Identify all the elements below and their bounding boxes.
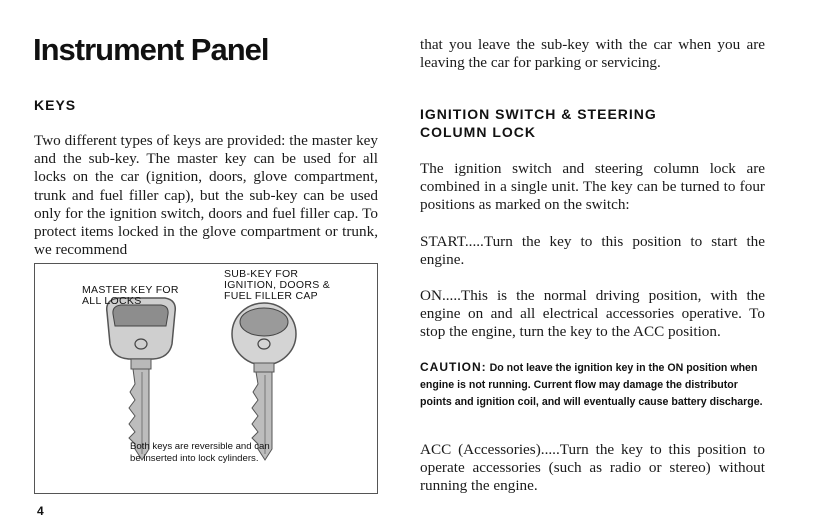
keys-figure [34, 263, 378, 494]
on-term: ON [420, 287, 442, 304]
keys-paragraph: Two different types of keys are provided: the master key and the sub-key. The master key can be used for all locks on the car (ignition, doors, glove compartment, trunk and fuel filler cap), but the sub-key can be used only for the ignition switch, doors and fuel filler cap. To protect items locked in the glove compartment or trunk, we recommend [34, 132, 378, 259]
page-title: Instrument Panel [33, 32, 269, 67]
start-description: .....Turn the key to this position to start the engine. [420, 233, 765, 269]
acc-description: .....Turn the key to this position to operate accessories (such as radio or stereo) without running the engine. [420, 441, 765, 495]
page-number: 4 [37, 504, 44, 518]
caution-lead: CAUTION: [420, 360, 487, 374]
sub-key-label: SUB-KEY FOR IGNITION, DOORS & FUEL FILLER CAP [224, 268, 331, 302]
ignition-heading: IGNITION SWITCH & STEERING COLUMN LOCK [420, 106, 657, 140]
sub-key-icon [232, 303, 296, 460]
acc-position [420, 441, 765, 496]
on-description: .....This is the normal driving position, with the engine on and all electrical accessories operative. To stop the engine, turn the key to the ACC position. [420, 287, 765, 341]
start-position [420, 233, 765, 269]
on-position [420, 287, 765, 342]
figure-caption: Both keys are reversible and can be inserted into lock cylinders. [130, 441, 270, 464]
ignition-intro: The ignition switch and steering column lock are combined in a single unit. The key can be turned to four positions as marked on the switch: [420, 160, 765, 214]
master-key-label: MASTER KEY FOR ALL LOCKS [82, 284, 179, 307]
start-term: START [420, 233, 465, 250]
caution-text: Do not leave the ignition key in the ON position when engine is not running. Current flow may damage the distributor points and ignition coil, and will eventually cause battery discharge. [420, 362, 763, 408]
caution-note [420, 359, 765, 411]
master-key-icon [107, 298, 176, 460]
acc-term: ACC (Accessories) [420, 441, 541, 458]
continuation-text: that you leave the sub-key with the car when you are leaving the car for parking or servicing. [420, 36, 765, 72]
keys-heading: KEYS [34, 97, 77, 113]
